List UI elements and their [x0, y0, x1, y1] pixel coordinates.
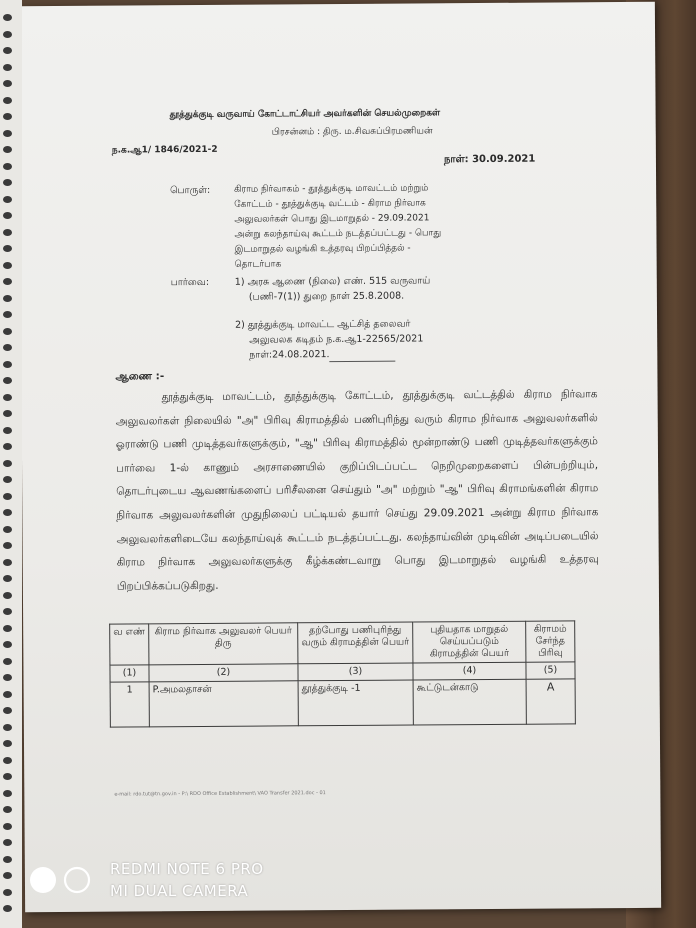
watermark-line-2: MI DUAL CAMERA: [110, 882, 249, 900]
binding-hole: [3, 707, 12, 714]
binding-hole: [3, 64, 12, 71]
binding-hole: [3, 575, 12, 582]
binding-hole: [3, 410, 12, 417]
col-number: (2): [149, 664, 298, 682]
watermark-line-1: REDMI NOTE 6 PRO: [110, 860, 264, 878]
reference-number: ந.க.ஆ1/ 1846/2021-2: [111, 144, 218, 156]
cell-current-village: தூத்துக்குடி -1: [298, 680, 413, 726]
binding-hole: [3, 311, 12, 318]
binding-hole: [3, 278, 12, 285]
subject-line-3: அலுவலர்கள் பொது இடமாறுதல் - 29.09.2021: [234, 213, 430, 225]
order-date: நாள்: 30.09.2021: [443, 153, 536, 166]
binding-hole: [3, 295, 12, 302]
binding-hole: [3, 344, 12, 351]
binding-hole: [3, 262, 12, 269]
header-new-village: புதியதாக மாறுதல் செய்யப்படும் கிராமத்தின் பெயர்: [413, 621, 526, 663]
col-number: (1): [110, 665, 149, 682]
header-current-village: தற்போது பணிபுரிந்து வரும் கிராமத்தின் பெயர்: [298, 622, 413, 664]
cell-serial: 1: [110, 682, 149, 727]
order-paragraph: தூத்துக்குடி மாவட்டம், தூத்துக்குடி கோட்டம், தூத்துக்குடி வட்டத்தில் கிராம நிர்வாக அலுவலர்கள் நிலையில் "அ" பிரிவு கிராமத்தில் பணிபுரிந்து வரும் கிராம நிர்வாக அலுவலர்களில் ஓராண்டு பணி முடித்தவர்களுக்கும், "ஆ" பிரிவு கிராமத்தில் மூன்றாண்டு பணி முடித்தவர்களுக்கும் பார்வை 1-ல் காணும் அரசாணையில் குறிப்பிடப்பட்ட நெறிமுறைகளைப் பின்பற்றியும், தொடர்புடைய ஆவணங்களைப் பரிசீலனை செய்தும் "அ" மற்றும் "ஆ" பிரிவு கிராமங்களின் கிராம நிர்வாக அலுவலர்களின் முதுநிலைப் பட்டியல் தயார் செய்து 29.09.2021 அன்று கிராம நிர்வாக அலுவலர்களிடையே கலந்தாய்வுக் கூட்டம் நடத்தப்பட்டது. கலந்தாய்வின் முடிவின் அடிப்படையில் கிராம நிர்வாக அலுவலர்களுக்கு கீழ்க்கண்டவாறு பொது இடமாறுதல் வழங்கி உத்தரவு பிறப்பிக்கப்படுகிறது.: [115, 388, 599, 593]
binding-hole: [3, 625, 12, 632]
table-row: [110, 679, 575, 727]
binding-hole: [3, 872, 12, 879]
subject-line-4: அன்று கலந்தாய்வு கூட்டம் நடத்தப்பட்டது - பொது: [234, 228, 442, 240]
binding-hole: [3, 526, 12, 533]
binding-edge: [0, 0, 22, 928]
binding-hole: [3, 394, 12, 401]
binding-hole: [3, 740, 12, 747]
binding-hole: [3, 608, 12, 615]
binding-hole: [3, 691, 12, 698]
document-page: [19, 2, 661, 912]
binding-hole: [3, 361, 12, 368]
binding-hole: [3, 806, 12, 813]
binding-hole: [3, 905, 12, 912]
header-serial: வ எண்: [110, 624, 149, 665]
binding-hole: [3, 328, 12, 335]
binding-hole: [3, 724, 12, 731]
presence-line: பிரசன்னம் : திரு. ம.சிவசுப்பிரமணியன்: [271, 126, 433, 138]
binding-hole: [3, 559, 12, 566]
table-header-row: [110, 621, 575, 665]
binding-hole: [3, 146, 12, 153]
binding-hole: [3, 889, 12, 896]
reference-separator: [329, 361, 395, 362]
binding-hole: [3, 377, 12, 384]
reference-2-line-1: 2) தூத்துக்குடி மாவட்ட ஆட்சித் தலைவர்: [235, 318, 411, 331]
binding-hole: [3, 31, 12, 38]
binding-hole: [3, 674, 12, 681]
header-officer-name: கிராம நிர்வாக அலுவலர் பெயர் திரு: [149, 623, 298, 665]
order-heading: ஆணை :-: [115, 370, 165, 383]
col-number: (3): [298, 663, 413, 681]
col-number: (4): [413, 662, 526, 680]
col-number: (5): [526, 662, 575, 679]
subject-line-1: கிராம நிர்வாகம் - தூத்துக்குடி மாவட்டம் மற்றும்: [234, 183, 429, 195]
subject-line-5: இடமாறுதல் வழங்கி உத்தரவு பிறப்பித்தல் -: [234, 243, 411, 255]
binding-hole: [3, 212, 12, 219]
binding-hole: [3, 839, 12, 846]
camera-logo-dot-ring: [65, 868, 89, 892]
camera-logo-dot-filled: [30, 867, 56, 893]
binding-hole: [3, 592, 12, 599]
binding-hole: [3, 658, 12, 665]
binding-hole: [3, 443, 12, 450]
binding-hole: [3, 823, 12, 830]
binding-hole: [3, 163, 12, 170]
reference-1-line-2: (பணி-7(1)) துறை நாள் 25.8.2008.: [248, 290, 405, 303]
binding-hole: [3, 460, 12, 467]
binding-hole: [3, 476, 12, 483]
reference-2-line-3: நாள்:24.08.2021.: [249, 349, 330, 361]
binding-hole: [3, 130, 12, 137]
binding-hole: [3, 47, 12, 54]
reference-2-line-2: அலுவலக கடிதம் ந.க.ஆ1-22565/2021: [249, 333, 424, 346]
footer-note: e-mail: rdo.tut@tn.gov.in - P:\ RDO Office Establishment\ VAO Transfer 2021.doc - 01: [114, 790, 326, 798]
subject-line-2: கோட்டம் - தூத்துக்குடி வட்டம் - கிராம நிர்வாக: [234, 198, 426, 210]
binding-hole: [3, 509, 12, 516]
subject-label: பொருள்:: [170, 184, 211, 197]
office-title: தூத்துக்குடி வருவாய் கோட்டாட்சியர் அவர்களின் செயல்முறைகள்: [169, 108, 441, 121]
reference-label: பார்வை:: [170, 276, 210, 289]
binding-hole: [3, 493, 12, 500]
binding-hole: [3, 245, 12, 252]
binding-hole: [3, 229, 12, 236]
binding-hole: [3, 856, 12, 863]
cell-category: A: [526, 679, 575, 724]
binding-hole: [3, 542, 12, 549]
binding-hole: [3, 80, 12, 87]
binding-hole: [3, 641, 12, 648]
binding-hole: [3, 179, 12, 186]
camera-logo-icon: [30, 865, 98, 895]
binding-hole: [3, 14, 12, 21]
header-category: கிராமம் சேர்ந்த பிரிவு: [526, 621, 575, 662]
binding-hole: [3, 196, 12, 203]
reference-1-line-1: 1) அரசு ஆணை (நிலை) எண். 515 வருவாய்: [234, 275, 431, 288]
cell-new-village: கூட்டுடன்காடு: [413, 679, 526, 725]
camera-watermark: [110, 858, 264, 902]
binding-hole: [3, 790, 12, 797]
binding-hole: [3, 97, 12, 104]
cell-officer-name: P.அமலதாசன்: [149, 681, 298, 727]
subject-line-6: தொடர்பாக: [234, 259, 282, 270]
binding-hole: [3, 427, 12, 434]
binding-hole: [3, 757, 12, 764]
binding-hole: [3, 113, 12, 120]
binding-hole: [3, 773, 12, 780]
transfer-table: [109, 620, 576, 727]
